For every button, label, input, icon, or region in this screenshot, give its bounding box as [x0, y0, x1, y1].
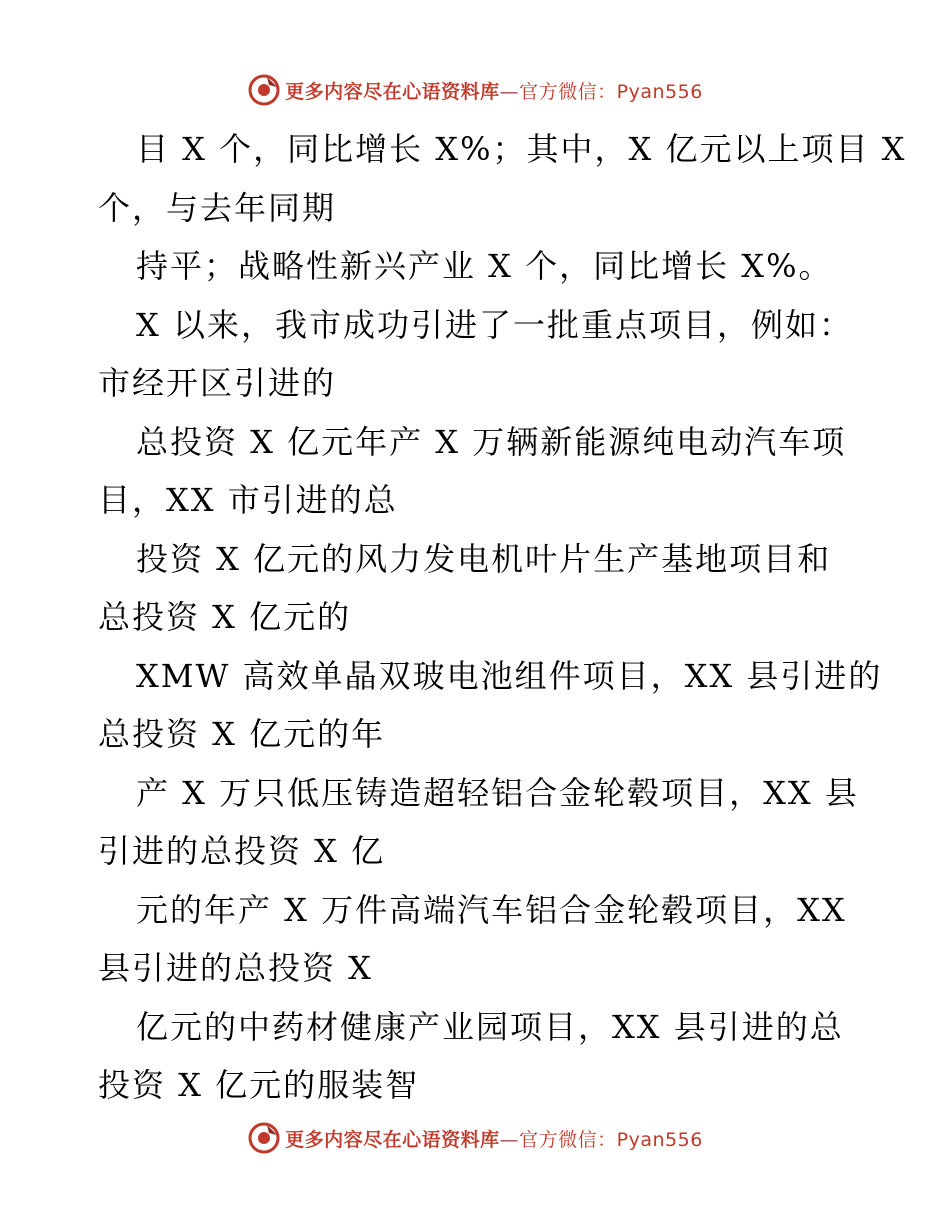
text-line: 个，与去年同期	[98, 188, 337, 227]
header-wechat-text: 官方微信：Pyan556	[519, 80, 703, 103]
text-line: 引进的总投资 X 亿	[98, 832, 386, 870]
footer-watermark-banner	[0, 1118, 950, 1158]
text-line: 目 X 个，同比增长 X%；其中，X 亿元以上项目 X	[136, 130, 907, 168]
brand-logo-icon	[247, 1121, 281, 1155]
footer-brand-text: 更多内容尽在心语资料库	[285, 1128, 500, 1151]
header-brand-text: 更多内容尽在心语资料库	[285, 80, 500, 103]
text-line: 持平；战略性新兴产业 X 个，同比增长 X%。	[136, 247, 833, 285]
text-line: 投资 X 亿元的风力发电机叶片生产基地项目和	[136, 539, 832, 578]
text-line: 市经开区引进的	[98, 364, 337, 402]
document-body	[98, 120, 907, 1115]
text-line: X 以来，我市成功引进了一批重点项目，例如：	[136, 305, 853, 344]
text-line: 元的年产 X 万件高端汽车铝合金轮毂项目，XX	[136, 890, 847, 929]
brand-logo-icon	[247, 73, 281, 107]
text-line: 总投资 X 亿元的年	[98, 715, 386, 753]
header-separator: —	[499, 80, 520, 103]
footer-wechat-text: 官方微信：Pyan556	[519, 1128, 703, 1151]
text-line: 总投资 X 亿元的	[98, 598, 352, 636]
text-line: 总投资 X 亿元年产 X 万辆新能源纯电动汽车项	[136, 422, 847, 461]
footer-separator: —	[499, 1128, 520, 1151]
text-line: 目，XX 市引进的总	[98, 481, 398, 519]
text-line: 产 X 万只低压铸造超轻铝合金轮毂项目，XX 县	[136, 773, 859, 812]
text-line: 县引进的总投资 X	[98, 949, 373, 987]
header-watermark-banner	[0, 70, 950, 110]
text-line: XMW 高效单晶双玻电池组件项目，XX 县引进的	[136, 656, 883, 695]
footer-watermark-text	[285, 1125, 703, 1152]
text-line: 投资 X 亿元的服装智	[98, 1066, 420, 1104]
text-line: 亿元的中药材健康产业园项目，XX 县引进的总	[136, 1007, 844, 1046]
header-watermark-text	[285, 77, 703, 104]
